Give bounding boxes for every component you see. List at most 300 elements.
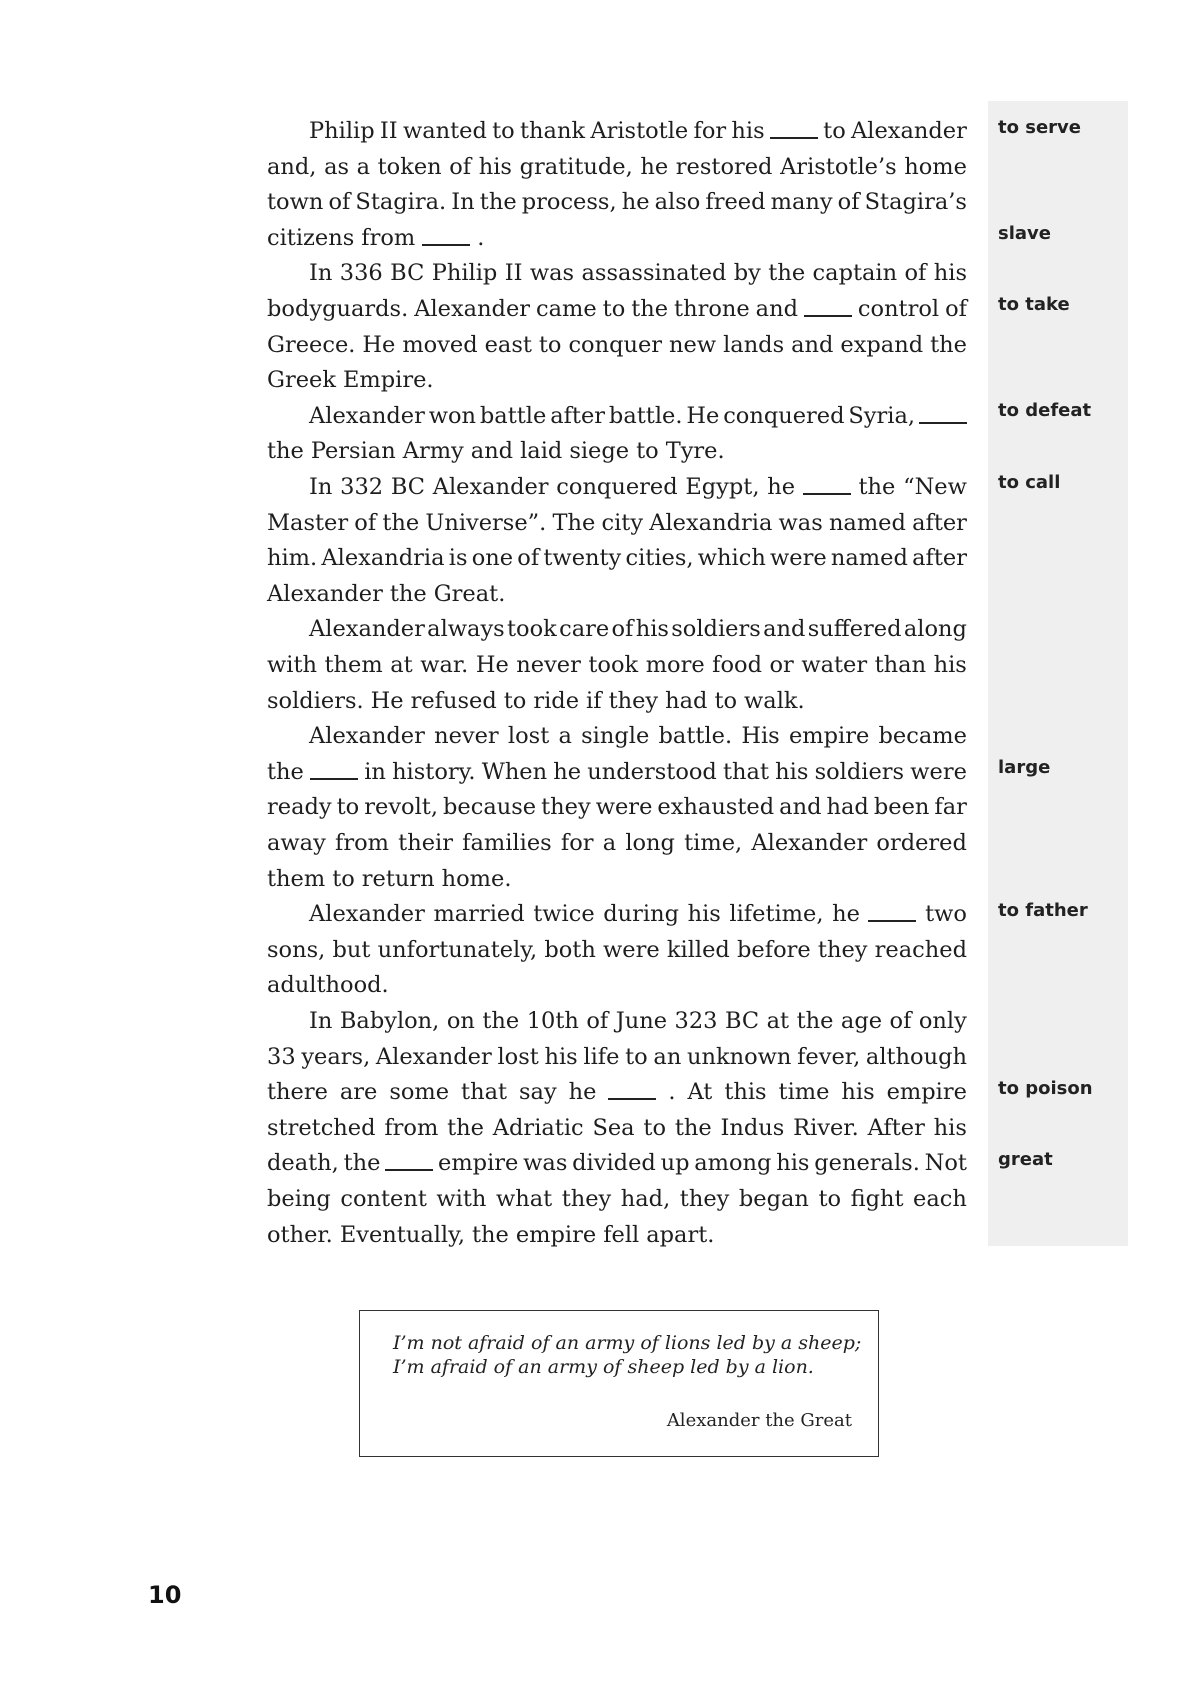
word: ride bbox=[533, 687, 580, 714]
text-line bbox=[267, 789, 967, 825]
word: as bbox=[324, 153, 350, 180]
word: captain bbox=[812, 260, 898, 287]
word: Adriatic bbox=[492, 1114, 584, 1141]
word: lifetime, bbox=[729, 901, 824, 928]
word: long bbox=[625, 830, 675, 856]
word: assassinated bbox=[581, 260, 727, 287]
word: war. bbox=[420, 652, 469, 678]
word: the bbox=[768, 260, 806, 287]
word: had bbox=[665, 687, 708, 714]
word: there bbox=[267, 1079, 328, 1106]
word: Alexander bbox=[375, 1043, 492, 1070]
word: June bbox=[615, 1008, 668, 1034]
word: . bbox=[477, 224, 485, 251]
text-line bbox=[267, 967, 967, 1003]
word: the bbox=[930, 331, 967, 358]
word: Alexander bbox=[414, 296, 531, 322]
word: they bbox=[561, 1186, 612, 1212]
word: 10th bbox=[526, 1008, 579, 1034]
word: battle bbox=[479, 402, 547, 429]
word: In bbox=[309, 1008, 333, 1034]
answer-blank[interactable] bbox=[804, 291, 852, 317]
word: Tyre. bbox=[665, 438, 725, 465]
keyword-great: great bbox=[998, 1149, 1053, 1170]
word: his bbox=[933, 260, 967, 287]
word: a bbox=[558, 723, 572, 750]
word: empire bbox=[788, 723, 870, 750]
word: if bbox=[586, 687, 602, 714]
word: of bbox=[889, 1008, 912, 1034]
word: adulthood. bbox=[267, 972, 389, 999]
word: to bbox=[625, 1043, 648, 1070]
keyword-to-father: to father bbox=[998, 900, 1088, 921]
word: are bbox=[339, 1079, 378, 1106]
word: history. bbox=[392, 758, 476, 785]
word: his bbox=[544, 1043, 578, 1070]
word: of bbox=[837, 189, 860, 216]
word: during bbox=[603, 901, 679, 928]
word: gratitude, bbox=[519, 153, 633, 180]
word: cities, bbox=[625, 545, 694, 572]
word: after bbox=[550, 402, 606, 429]
word: suffered bbox=[807, 616, 902, 643]
word: When bbox=[481, 758, 548, 785]
word: empire bbox=[438, 1150, 519, 1177]
quote-line-2: I’m afraid of an army of sheep led by a lion. bbox=[393, 1356, 814, 1378]
word: death, bbox=[267, 1150, 339, 1177]
word: to bbox=[823, 118, 846, 144]
quote-box bbox=[359, 1310, 879, 1457]
word: water bbox=[801, 652, 868, 678]
word: he bbox=[553, 758, 582, 785]
text-line bbox=[267, 149, 967, 185]
word: both bbox=[544, 936, 596, 963]
word: thank bbox=[520, 118, 586, 144]
word: understood bbox=[587, 758, 717, 785]
word: care bbox=[559, 616, 610, 643]
word: Universe”. bbox=[425, 509, 547, 536]
word: 332 bbox=[340, 474, 384, 500]
word: the bbox=[631, 296, 669, 322]
word: which bbox=[697, 545, 766, 572]
word: they bbox=[608, 687, 659, 714]
word: by bbox=[733, 260, 761, 287]
word: named bbox=[830, 545, 908, 572]
word: named bbox=[828, 509, 906, 536]
word: He bbox=[370, 687, 404, 714]
word: than bbox=[874, 652, 927, 678]
word: sons, bbox=[267, 936, 326, 963]
text-line bbox=[309, 1003, 967, 1039]
word: them bbox=[324, 652, 383, 678]
word: of bbox=[517, 545, 540, 572]
word: them bbox=[267, 865, 326, 892]
word: divided bbox=[572, 1150, 656, 1177]
word: is bbox=[448, 545, 468, 572]
word: Great. bbox=[433, 580, 506, 607]
word: a bbox=[602, 830, 617, 856]
word: Persian bbox=[310, 438, 396, 465]
word: he bbox=[621, 189, 650, 216]
word: and bbox=[470, 438, 514, 465]
word: took bbox=[588, 652, 639, 678]
word: revolt, bbox=[364, 794, 438, 821]
answer-blank[interactable] bbox=[608, 1074, 656, 1100]
word: At bbox=[687, 1079, 713, 1106]
word: empire bbox=[886, 1079, 967, 1106]
word: began bbox=[738, 1186, 809, 1212]
word: for bbox=[693, 118, 727, 144]
word: Philip bbox=[309, 118, 375, 144]
word: 33 bbox=[267, 1043, 296, 1070]
word: but bbox=[332, 936, 371, 963]
word: each bbox=[913, 1186, 967, 1212]
word: token bbox=[377, 153, 442, 180]
word: 336 bbox=[339, 260, 383, 287]
word: were bbox=[770, 545, 827, 572]
word: Greek bbox=[267, 367, 336, 394]
word: siege bbox=[569, 438, 630, 465]
word: the bbox=[267, 758, 304, 785]
word: Alexandria bbox=[321, 545, 445, 572]
text-line bbox=[267, 540, 967, 576]
word: Alexander bbox=[267, 580, 383, 607]
word: new bbox=[669, 331, 717, 358]
word: many bbox=[770, 189, 833, 216]
word: 323 bbox=[674, 1008, 718, 1034]
word: his bbox=[731, 118, 765, 144]
word: what bbox=[495, 1186, 553, 1212]
word: to bbox=[492, 118, 515, 144]
word: families bbox=[462, 830, 552, 856]
word: although bbox=[865, 1043, 967, 1070]
word: fever, bbox=[797, 1043, 861, 1070]
word: at bbox=[766, 1008, 790, 1034]
word: to bbox=[332, 865, 355, 892]
word: his bbox=[841, 1079, 875, 1106]
word: always bbox=[427, 616, 505, 643]
word: exhausted bbox=[657, 794, 775, 821]
word: moved bbox=[402, 331, 478, 358]
word: Alexander bbox=[851, 118, 967, 144]
word: unfortunately, bbox=[377, 936, 538, 963]
word: this bbox=[724, 1079, 767, 1106]
word: Stagira. bbox=[355, 189, 447, 216]
word: a bbox=[356, 153, 371, 180]
word: In bbox=[309, 474, 333, 500]
word: at bbox=[390, 652, 413, 678]
word: say bbox=[518, 1079, 557, 1106]
word: The bbox=[552, 509, 596, 536]
keyword-to-call: to call bbox=[998, 472, 1061, 493]
word: to bbox=[818, 1186, 842, 1212]
word: had bbox=[826, 794, 869, 821]
word: soldiers. bbox=[267, 687, 364, 714]
word: married bbox=[433, 901, 525, 928]
word: Egypt, bbox=[685, 474, 760, 500]
word: Alexander bbox=[309, 901, 425, 928]
word: BC bbox=[724, 1008, 760, 1034]
text-line bbox=[267, 825, 967, 861]
word: to bbox=[538, 331, 562, 358]
word: Aristotle’s bbox=[780, 153, 897, 180]
word: Master bbox=[267, 509, 349, 536]
word: his bbox=[478, 153, 512, 180]
word: of bbox=[904, 260, 927, 287]
text-line bbox=[267, 683, 967, 719]
word: battle. bbox=[658, 723, 733, 750]
answer-blank[interactable] bbox=[803, 469, 851, 495]
answer-blank[interactable] bbox=[868, 896, 916, 922]
word: before bbox=[737, 936, 811, 963]
word: his bbox=[687, 901, 721, 928]
answer-blank[interactable] bbox=[919, 398, 967, 424]
word: conquered bbox=[556, 474, 678, 500]
word: the bbox=[447, 1114, 484, 1141]
word: were bbox=[595, 794, 653, 821]
word: Not bbox=[924, 1150, 967, 1177]
word: He bbox=[475, 652, 509, 678]
keyword-slave: slave bbox=[998, 223, 1051, 244]
word: ready bbox=[267, 794, 332, 821]
word: to bbox=[643, 1114, 667, 1141]
word: their bbox=[398, 830, 453, 856]
answer-blank[interactable] bbox=[422, 220, 470, 246]
word: Babylon, bbox=[339, 1008, 440, 1034]
word: return bbox=[361, 865, 435, 892]
word: citizens bbox=[267, 224, 355, 251]
text-line bbox=[267, 433, 967, 469]
keyword-to-serve: to serve bbox=[998, 117, 1081, 138]
text-line bbox=[309, 896, 967, 932]
word: along bbox=[903, 616, 967, 643]
word: the bbox=[858, 474, 896, 500]
word: after bbox=[912, 509, 967, 536]
word: age bbox=[840, 1008, 883, 1034]
text-line bbox=[267, 1110, 967, 1146]
word: Syria, bbox=[848, 402, 916, 429]
word: Sea bbox=[592, 1114, 635, 1141]
word: II bbox=[504, 260, 523, 287]
word: fight bbox=[850, 1186, 904, 1212]
word: came bbox=[536, 296, 597, 322]
word: In bbox=[309, 260, 333, 287]
word: won bbox=[428, 402, 477, 429]
word: never bbox=[516, 652, 581, 678]
word: twenty bbox=[543, 545, 622, 572]
word: was bbox=[778, 509, 823, 536]
word: soldiers bbox=[671, 616, 761, 643]
word: was bbox=[529, 260, 575, 287]
keyword-to-take: to take bbox=[998, 294, 1070, 315]
word: that bbox=[461, 1079, 508, 1106]
word: they bbox=[817, 936, 868, 963]
word: Empire. bbox=[343, 367, 434, 394]
word: him. bbox=[267, 545, 318, 572]
word: from bbox=[335, 830, 389, 856]
text-line bbox=[267, 1039, 967, 1075]
word: the bbox=[343, 1150, 381, 1177]
word: his bbox=[775, 758, 809, 785]
answer-blank[interactable] bbox=[385, 1145, 433, 1171]
keyword-large: large bbox=[998, 757, 1051, 778]
word: lands bbox=[723, 331, 785, 358]
word: of bbox=[354, 509, 377, 536]
word: other. bbox=[267, 1221, 333, 1248]
word: in bbox=[364, 758, 386, 785]
word: never bbox=[434, 723, 499, 750]
word: for bbox=[560, 830, 594, 856]
word: from bbox=[361, 224, 416, 251]
keyword-sidebar bbox=[988, 101, 1128, 1246]
text-line bbox=[267, 861, 967, 897]
text-line bbox=[267, 1181, 967, 1217]
word: process, bbox=[521, 189, 617, 216]
word: being bbox=[267, 1186, 331, 1212]
word: unknown bbox=[687, 1043, 792, 1070]
word: the bbox=[674, 1114, 712, 1141]
word: generals. bbox=[814, 1150, 920, 1177]
word: River. bbox=[793, 1114, 859, 1141]
word: he bbox=[568, 1079, 597, 1106]
word: or bbox=[769, 652, 794, 678]
word: Alexander bbox=[432, 474, 549, 500]
text-line bbox=[309, 469, 967, 505]
word: after bbox=[912, 545, 967, 572]
word: town bbox=[267, 189, 324, 216]
word: conquer bbox=[568, 331, 663, 358]
word: of bbox=[586, 1008, 609, 1034]
word: BC bbox=[390, 260, 425, 287]
word: II bbox=[379, 118, 398, 144]
text-line bbox=[267, 220, 967, 256]
keyword-to-defeat: to defeat bbox=[998, 400, 1092, 421]
word: one bbox=[471, 545, 514, 572]
word: Alexander bbox=[751, 830, 868, 856]
word: lost bbox=[497, 1043, 539, 1070]
word: killed bbox=[666, 936, 730, 963]
word: He bbox=[686, 402, 720, 429]
word: the bbox=[482, 1008, 520, 1034]
word: some bbox=[389, 1079, 450, 1106]
word: to bbox=[714, 687, 738, 714]
word: refused bbox=[410, 687, 497, 714]
word: Eventually, bbox=[339, 1221, 465, 1248]
word: bodyguards. bbox=[267, 296, 409, 322]
text-line bbox=[309, 398, 967, 434]
word: After bbox=[867, 1114, 925, 1141]
word: because bbox=[443, 794, 537, 821]
word: to bbox=[636, 438, 659, 465]
word: twice bbox=[533, 901, 595, 928]
text-line bbox=[267, 327, 967, 363]
word: with bbox=[267, 652, 317, 678]
text-line bbox=[267, 184, 967, 220]
word: his bbox=[933, 652, 967, 678]
word: years, bbox=[301, 1043, 371, 1070]
word: single bbox=[581, 723, 650, 750]
text-line bbox=[267, 1217, 967, 1253]
word: . bbox=[668, 1079, 676, 1106]
word: city bbox=[601, 509, 644, 536]
word: the bbox=[479, 189, 517, 216]
text-line bbox=[267, 647, 967, 683]
word: two bbox=[925, 901, 967, 928]
word: the bbox=[267, 438, 304, 465]
word: food bbox=[712, 652, 762, 678]
word: the bbox=[382, 509, 420, 536]
word: became bbox=[878, 723, 967, 750]
word: to bbox=[503, 687, 527, 714]
keyword-to-poison: to poison bbox=[998, 1078, 1093, 1099]
word: up bbox=[660, 1150, 690, 1177]
word: his bbox=[776, 1150, 810, 1177]
answer-blank[interactable] bbox=[310, 754, 358, 780]
word: and bbox=[791, 331, 834, 358]
word: time, bbox=[684, 830, 743, 856]
word: Philip bbox=[431, 260, 498, 287]
word: “New bbox=[903, 474, 967, 500]
word: Indus bbox=[720, 1114, 785, 1141]
word: Stagira’s bbox=[864, 189, 967, 216]
word: reached bbox=[874, 936, 967, 963]
word: were bbox=[603, 936, 660, 963]
word: among bbox=[694, 1150, 772, 1177]
text-line bbox=[309, 255, 967, 291]
word: He bbox=[362, 331, 396, 358]
word: of bbox=[328, 189, 351, 216]
word: took bbox=[507, 616, 557, 643]
text-line bbox=[309, 113, 967, 149]
word: of bbox=[945, 296, 967, 322]
word: Greece. bbox=[267, 331, 356, 358]
word: from bbox=[384, 1114, 439, 1141]
word: was bbox=[523, 1150, 568, 1177]
word: Army bbox=[402, 438, 464, 465]
word: the bbox=[389, 580, 427, 607]
word: he bbox=[832, 901, 860, 928]
word: of bbox=[449, 153, 472, 180]
word: lost bbox=[507, 723, 550, 750]
word: to bbox=[602, 296, 626, 322]
text-line bbox=[267, 1074, 967, 1110]
word: restored bbox=[675, 153, 773, 180]
word: conquered bbox=[723, 402, 845, 429]
word: his bbox=[635, 616, 669, 643]
quote-line-1: I’m not afraid of an army of lions led by a sheep; bbox=[393, 1332, 862, 1354]
word: east bbox=[484, 331, 532, 358]
word: they bbox=[541, 794, 591, 821]
word: soldiers bbox=[814, 758, 905, 785]
word: freed bbox=[705, 189, 766, 216]
word: fell bbox=[603, 1221, 640, 1248]
text-line bbox=[309, 718, 967, 754]
text-line bbox=[267, 1145, 967, 1181]
text-line bbox=[267, 576, 967, 612]
word: the bbox=[796, 1008, 834, 1034]
word: and bbox=[779, 794, 822, 821]
text-line bbox=[267, 362, 967, 398]
word: and, bbox=[267, 153, 317, 180]
word: with bbox=[436, 1186, 487, 1212]
word: time bbox=[778, 1079, 830, 1106]
word: BC bbox=[390, 474, 425, 500]
answer-blank[interactable] bbox=[770, 113, 818, 139]
word: an bbox=[653, 1043, 682, 1070]
text-line bbox=[309, 611, 967, 647]
word: expand bbox=[840, 331, 924, 358]
word: battle. bbox=[608, 402, 683, 429]
